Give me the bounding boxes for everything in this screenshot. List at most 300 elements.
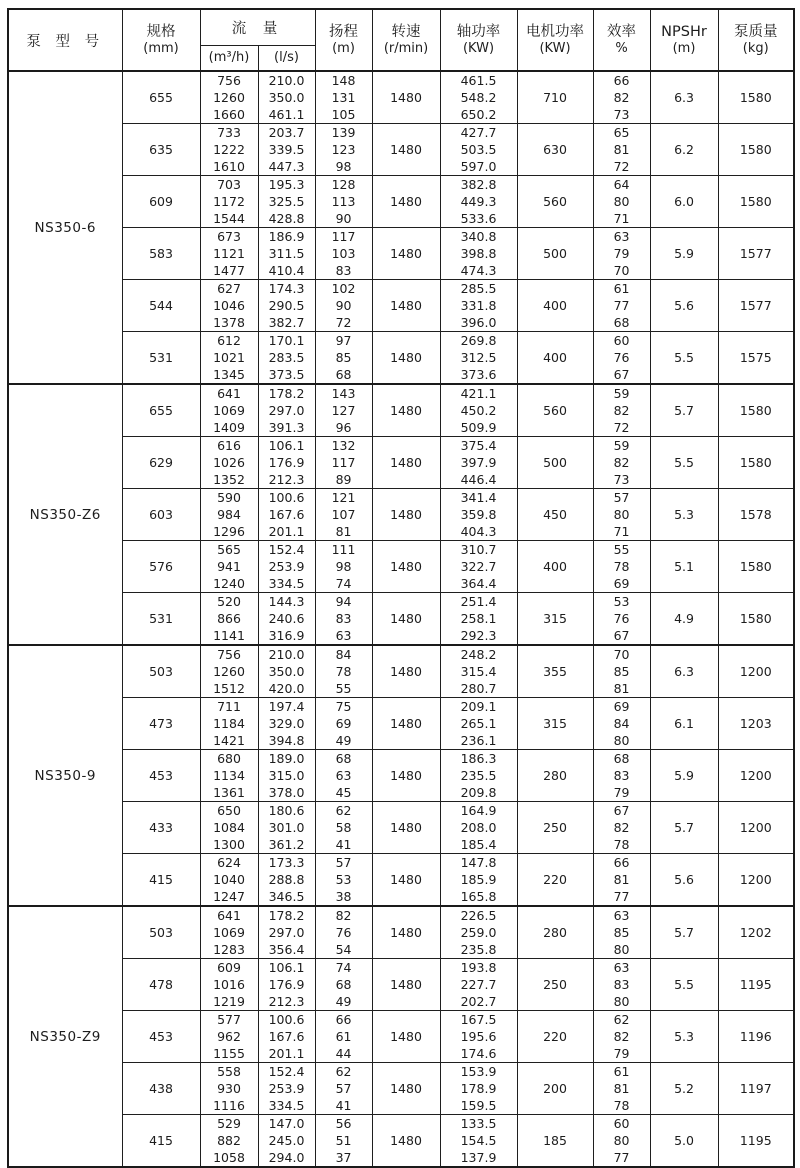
cell-flow-m3h-value: 1660 <box>213 107 245 122</box>
cell-flow-m3h-value: 558 <box>217 1064 241 1079</box>
cell-flow-m3h-value: 703 <box>217 177 241 192</box>
cell-efficiency <box>593 1063 650 1115</box>
cell-flow-ls <box>258 176 315 228</box>
cell-shaft-power-value: 248.2 <box>460 647 497 662</box>
cell-head-value: 83 <box>335 611 352 626</box>
cell-shaft-power-value: 331.8 <box>460 298 497 313</box>
cell-efficiency-value: 60 <box>613 1116 630 1131</box>
cell-shaft-power-value: 167.5 <box>460 1012 497 1027</box>
cell-flow-m3h-value: 1240 <box>213 576 245 591</box>
cell-flow-ls <box>258 802 315 854</box>
cell-flow-m3h-value: 1116 <box>213 1098 245 1113</box>
cell-flow-ls <box>258 1115 315 1168</box>
cell-spec: 503 <box>122 645 200 698</box>
cell-efficiency-value: 80 <box>613 194 630 209</box>
cell-shaft-power <box>440 1011 517 1063</box>
cell-shaft-power <box>440 437 517 489</box>
cell-shaft-power <box>440 750 517 802</box>
cell-efficiency-value: 60 <box>613 333 630 348</box>
cell-flow-ls-value: 294.0 <box>268 1150 305 1165</box>
cell-shaft-power-value: 548.2 <box>460 90 497 105</box>
cell-flow-ls <box>258 1063 315 1115</box>
cell-efficiency <box>593 906 650 959</box>
cell-head-value: 45 <box>335 785 352 800</box>
cell-head-value: 107 <box>331 507 356 522</box>
cell-shaft-power-value: 227.7 <box>460 977 497 992</box>
cell-shaft-power-value: 133.5 <box>460 1116 497 1131</box>
cell-flow-ls-value: 297.0 <box>268 403 305 418</box>
cell-shaft-power-value: 427.7 <box>460 125 497 140</box>
cell-efficiency-value: 82 <box>613 1029 630 1044</box>
cell-flow-m3h-value: 590 <box>217 490 241 505</box>
cell-flow-ls-value: 147.0 <box>268 1116 305 1131</box>
cell-shaft-power <box>440 906 517 959</box>
cell-flow-m3h-value: 1046 <box>213 298 245 313</box>
cell-efficiency-value: 71 <box>613 524 630 539</box>
cell-mass: 1200 <box>718 802 794 854</box>
cell-spec: 531 <box>122 593 200 646</box>
cell-motor-power: 560 <box>517 176 593 228</box>
table-row <box>8 332 794 385</box>
cell-npshr: 6.3 <box>650 71 718 124</box>
cell-flow-ls <box>258 489 315 541</box>
cell-flow-m3h-value: 627 <box>217 281 241 296</box>
cell-flow-ls-value: 373.5 <box>268 367 305 382</box>
cell-efficiency <box>593 332 650 385</box>
cell-shaft-power-value: 341.4 <box>460 490 497 505</box>
cell-flow-m3h <box>200 750 258 802</box>
cell-pump-model: NS350-Z6 <box>8 384 122 645</box>
cell-head-value: 63 <box>335 628 352 643</box>
cell-shaft-power-value: 147.8 <box>460 855 497 870</box>
col-header-eff-label: 效率 <box>607 24 637 40</box>
cell-motor-power: 630 <box>517 124 593 176</box>
cell-efficiency-value: 70 <box>613 263 630 278</box>
col-header-head <box>315 9 372 71</box>
cell-flow-m3h-value: 1184 <box>213 716 245 731</box>
cell-head-value: 76 <box>335 925 352 940</box>
cell-shaft-power-value: 373.6 <box>460 367 497 382</box>
cell-flow-ls <box>258 437 315 489</box>
cell-flow-m3h-value: 1172 <box>213 194 245 209</box>
col-header-mass <box>718 9 794 71</box>
cell-efficiency-value: 82 <box>613 403 630 418</box>
cell-npshr: 6.1 <box>650 698 718 750</box>
cell-efficiency-value: 79 <box>613 785 630 800</box>
cell-shaft-power-value: 159.5 <box>460 1098 497 1113</box>
cell-mass: 1580 <box>718 71 794 124</box>
cell-flow-m3h-value: 711 <box>217 699 241 714</box>
cell-efficiency-value: 53 <box>613 594 630 609</box>
cell-motor-power: 450 <box>517 489 593 541</box>
cell-shaft-power-value: 421.1 <box>460 386 497 401</box>
cell-flow-ls-value: 170.1 <box>268 333 305 348</box>
cell-flow-m3h-value: 1421 <box>213 733 245 748</box>
cell-spec: 503 <box>122 906 200 959</box>
cell-head <box>315 1063 372 1115</box>
cell-flow-m3h <box>200 593 258 646</box>
cell-head-value: 41 <box>335 837 352 852</box>
cell-efficiency <box>593 280 650 332</box>
cell-head-value: 54 <box>335 942 352 957</box>
cell-shaft-power-value: 235.8 <box>460 942 497 957</box>
cell-efficiency-value: 69 <box>613 576 630 591</box>
cell-npshr: 5.5 <box>650 959 718 1011</box>
cell-npshr: 5.3 <box>650 1011 718 1063</box>
cell-speed: 1480 <box>372 698 440 750</box>
cell-motor-power: 200 <box>517 1063 593 1115</box>
cell-shaft-power-value: 154.5 <box>460 1133 497 1148</box>
cell-efficiency-value: 63 <box>613 960 630 975</box>
cell-mass: 1580 <box>718 176 794 228</box>
table-row <box>8 280 794 332</box>
cell-flow-ls-value: 288.8 <box>268 872 305 887</box>
cell-head-value: 105 <box>331 107 356 122</box>
cell-flow-ls <box>258 750 315 802</box>
cell-flow-m3h-value: 1361 <box>213 785 245 800</box>
cell-head-value: 90 <box>335 211 352 226</box>
cell-shaft-power-value: 474.3 <box>460 263 497 278</box>
cell-flow-ls-value: 301.0 <box>268 820 305 835</box>
cell-head-value: 98 <box>335 159 352 174</box>
cell-shaft-power-value: 226.5 <box>460 908 497 923</box>
cell-head-value: 143 <box>331 386 356 401</box>
table-row <box>8 176 794 228</box>
cell-shaft-power <box>440 124 517 176</box>
cell-shaft-power <box>440 228 517 280</box>
cell-motor-power: 560 <box>517 384 593 437</box>
cell-flow-m3h-value: 1352 <box>213 472 245 487</box>
cell-shaft-power-value: 164.9 <box>460 803 497 818</box>
cell-speed: 1480 <box>372 228 440 280</box>
table-row <box>8 906 794 959</box>
cell-flow-m3h-value: 1134 <box>213 768 245 783</box>
cell-head-value: 78 <box>335 664 352 679</box>
table-row <box>8 854 794 907</box>
cell-spec: 531 <box>122 332 200 385</box>
cell-head <box>315 593 372 646</box>
cell-motor-power: 250 <box>517 959 593 1011</box>
cell-efficiency-value: 79 <box>613 246 630 261</box>
cell-head-value: 68 <box>335 977 352 992</box>
cell-shaft-power-value: 650.2 <box>460 107 497 122</box>
cell-flow-ls-value: 167.6 <box>268 507 305 522</box>
cell-head <box>315 437 372 489</box>
cell-head-value: 97 <box>335 333 352 348</box>
cell-flow-ls-value: 178.2 <box>268 908 305 923</box>
cell-mass: 1580 <box>718 593 794 646</box>
cell-efficiency-value: 76 <box>613 611 630 626</box>
cell-shaft-power-value: 449.3 <box>460 194 497 209</box>
cell-flow-ls <box>258 71 315 124</box>
cell-shaft-power-value: 185.4 <box>460 837 497 852</box>
cell-shaft-power-value: 209.8 <box>460 785 497 800</box>
cell-motor-power: 220 <box>517 1011 593 1063</box>
cell-flow-ls-value: 186.9 <box>268 229 305 244</box>
table-row <box>8 71 794 124</box>
cell-shaft-power-value: 359.8 <box>460 507 497 522</box>
table-row <box>8 698 794 750</box>
cell-npshr: 5.9 <box>650 750 718 802</box>
col-header-spec <box>122 9 200 71</box>
cell-flow-m3h <box>200 228 258 280</box>
cell-shaft-power-value: 280.7 <box>460 681 497 696</box>
cell-npshr: 5.6 <box>650 280 718 332</box>
cell-efficiency <box>593 228 650 280</box>
table-row <box>8 228 794 280</box>
cell-mass: 1580 <box>718 437 794 489</box>
cell-efficiency-value: 66 <box>613 73 630 88</box>
cell-head-value: 68 <box>335 367 352 382</box>
cell-npshr: 5.5 <box>650 332 718 385</box>
cell-efficiency-value: 61 <box>613 1064 630 1079</box>
cell-shaft-power-value: 312.5 <box>460 350 497 365</box>
cell-spec: 576 <box>122 541 200 593</box>
cell-efficiency-value: 65 <box>613 125 630 140</box>
cell-speed: 1480 <box>372 1011 440 1063</box>
cell-head <box>315 906 372 959</box>
col-header-npshr-unit: (m) <box>672 41 696 56</box>
cell-shaft-power-value: 259.0 <box>460 925 497 940</box>
cell-motor-power: 315 <box>517 593 593 646</box>
cell-speed: 1480 <box>372 384 440 437</box>
cell-flow-m3h-value: 1219 <box>213 994 245 1009</box>
cell-flow-m3h-value: 673 <box>217 229 241 244</box>
cell-head <box>315 1115 372 1168</box>
cell-flow-ls <box>258 228 315 280</box>
cell-head <box>315 280 372 332</box>
cell-pump-model: NS350-6 <box>8 71 122 384</box>
col-header-motor-unit: (KW) <box>539 41 571 56</box>
cell-flow-m3h-value: 1069 <box>213 925 245 940</box>
cell-motor-power: 280 <box>517 750 593 802</box>
cell-head <box>315 332 372 385</box>
cell-flow-m3h-value: 1026 <box>213 455 245 470</box>
cell-flow-m3h-value: 1260 <box>213 664 245 679</box>
cell-shaft-power-value: 533.6 <box>460 211 497 226</box>
cell-flow-ls-value: 176.9 <box>268 455 305 470</box>
cell-flow-m3h <box>200 854 258 907</box>
cell-npshr: 5.1 <box>650 541 718 593</box>
table-row <box>8 1011 794 1063</box>
cell-head <box>315 124 372 176</box>
cell-efficiency-value: 73 <box>613 107 630 122</box>
cell-head-value: 57 <box>335 1081 352 1096</box>
col-header-flow-m3h: (m³/h) <box>200 45 258 71</box>
cell-flow-m3h-value: 641 <box>217 908 241 923</box>
table-body <box>8 71 794 1167</box>
cell-flow-m3h-value: 612 <box>217 333 241 348</box>
cell-head-value: 53 <box>335 872 352 887</box>
cell-shaft-power-value: 208.0 <box>460 820 497 835</box>
cell-flow-m3h <box>200 1115 258 1168</box>
cell-head <box>315 750 372 802</box>
cell-flow-ls <box>258 541 315 593</box>
cell-efficiency <box>593 645 650 698</box>
cell-efficiency-value: 85 <box>613 664 630 679</box>
table-row <box>8 1063 794 1115</box>
cell-efficiency-value: 83 <box>613 977 630 992</box>
cell-efficiency <box>593 71 650 124</box>
cell-flow-m3h-value: 1283 <box>213 942 245 957</box>
cell-flow-m3h <box>200 124 258 176</box>
table-header <box>8 9 794 71</box>
cell-spec: 415 <box>122 854 200 907</box>
cell-head-value: 81 <box>335 524 352 539</box>
cell-flow-ls-value: 311.5 <box>268 246 305 261</box>
cell-efficiency-value: 79 <box>613 1046 630 1061</box>
cell-shaft-power <box>440 854 517 907</box>
cell-flow-ls <box>258 698 315 750</box>
cell-shaft-power <box>440 802 517 854</box>
cell-flow-ls <box>258 1011 315 1063</box>
cell-head <box>315 1011 372 1063</box>
cell-flow-ls-value: 356.4 <box>268 942 305 957</box>
cell-head <box>315 698 372 750</box>
cell-head-value: 89 <box>335 472 352 487</box>
cell-flow-m3h-value: 1512 <box>213 681 245 696</box>
cell-efficiency-value: 59 <box>613 438 630 453</box>
cell-flow-m3h-value: 1040 <box>213 872 245 887</box>
cell-shaft-power <box>440 280 517 332</box>
cell-mass: 1575 <box>718 332 794 385</box>
cell-npshr: 5.6 <box>650 854 718 907</box>
cell-flow-ls-value: 339.5 <box>268 142 305 157</box>
cell-shaft-power-value: 310.7 <box>460 542 497 557</box>
cell-shaft-power <box>440 541 517 593</box>
cell-shaft-power-value: 209.1 <box>460 699 497 714</box>
cell-mass: 1200 <box>718 645 794 698</box>
cell-efficiency-value: 67 <box>613 367 630 382</box>
cell-pump-model: NS350-Z9 <box>8 906 122 1167</box>
cell-flow-ls-value: 201.1 <box>268 1046 305 1061</box>
cell-head-value: 113 <box>331 194 356 209</box>
cell-speed: 1480 <box>372 906 440 959</box>
cell-head-value: 68 <box>335 751 352 766</box>
cell-efficiency <box>593 593 650 646</box>
cell-npshr: 6.0 <box>650 176 718 228</box>
pump-spec-table <box>7 8 795 1168</box>
cell-flow-m3h-value: 756 <box>217 647 241 662</box>
cell-motor-power: 280 <box>517 906 593 959</box>
cell-speed: 1480 <box>372 541 440 593</box>
cell-efficiency-value: 80 <box>613 942 630 957</box>
cell-efficiency <box>593 384 650 437</box>
cell-efficiency <box>593 489 650 541</box>
cell-head-value: 62 <box>335 1064 352 1079</box>
cell-flow-ls-value: 382.7 <box>268 315 305 330</box>
cell-efficiency-value: 73 <box>613 472 630 487</box>
cell-flow-m3h <box>200 802 258 854</box>
table-row <box>8 802 794 854</box>
cell-shaft-power-value: 364.4 <box>460 576 497 591</box>
col-header-head-label: 扬程 <box>329 24 359 40</box>
cell-flow-ls-value: 290.5 <box>268 298 305 313</box>
cell-shaft-power-value: 446.4 <box>460 472 497 487</box>
table-row <box>8 593 794 646</box>
cell-flow-m3h-value: 1477 <box>213 263 245 278</box>
cell-flow-ls-value: 197.4 <box>268 699 305 714</box>
cell-head-value: 63 <box>335 768 352 783</box>
cell-head-value: 139 <box>331 125 356 140</box>
cell-motor-power: 185 <box>517 1115 593 1168</box>
cell-efficiency-value: 67 <box>613 803 630 818</box>
cell-shaft-power-value: 178.9 <box>460 1081 497 1096</box>
cell-shaft-power-value: 292.3 <box>460 628 497 643</box>
col-header-flow: 流 量 <box>200 9 315 45</box>
cell-shaft-power <box>440 176 517 228</box>
cell-flow-ls-value: 195.3 <box>268 177 305 192</box>
cell-head-value: 148 <box>331 73 356 88</box>
cell-motor-power: 710 <box>517 71 593 124</box>
cell-head-value: 132 <box>331 438 356 453</box>
cell-shaft-power-value: 396.0 <box>460 315 497 330</box>
cell-speed: 1480 <box>372 750 440 802</box>
cell-head-value: 49 <box>335 994 352 1009</box>
cell-motor-power: 400 <box>517 541 593 593</box>
cell-motor-power: 500 <box>517 228 593 280</box>
cell-spec: 609 <box>122 176 200 228</box>
cell-flow-m3h-value: 866 <box>217 611 241 626</box>
cell-head-value: 51 <box>335 1133 352 1148</box>
cell-spec: 453 <box>122 1011 200 1063</box>
cell-speed: 1480 <box>372 1115 440 1168</box>
cell-efficiency <box>593 124 650 176</box>
col-header-motor-power <box>517 9 593 71</box>
cell-shaft-power-value: 315.4 <box>460 664 497 679</box>
cell-spec: 544 <box>122 280 200 332</box>
cell-flow-ls <box>258 959 315 1011</box>
cell-pump-model: NS350-9 <box>8 645 122 906</box>
cell-shaft-power-value: 251.4 <box>460 594 497 609</box>
cell-efficiency-value: 57 <box>613 490 630 505</box>
table-row <box>8 750 794 802</box>
cell-shaft-power-value: 265.1 <box>460 716 497 731</box>
cell-shaft-power-value: 195.6 <box>460 1029 497 1044</box>
cell-spec: 433 <box>122 802 200 854</box>
cell-efficiency-value: 82 <box>613 455 630 470</box>
cell-spec: 603 <box>122 489 200 541</box>
cell-mass: 1197 <box>718 1063 794 1115</box>
cell-flow-ls <box>258 906 315 959</box>
cell-shaft-power-value: 503.5 <box>460 142 497 157</box>
table-row <box>8 645 794 698</box>
cell-head-value: 75 <box>335 699 352 714</box>
cell-flow-ls-value: 189.0 <box>268 751 305 766</box>
cell-flow-ls-value: 100.6 <box>268 490 305 505</box>
cell-efficiency <box>593 854 650 907</box>
cell-head-value: 57 <box>335 855 352 870</box>
cell-head-value: 44 <box>335 1046 352 1061</box>
cell-motor-power: 500 <box>517 437 593 489</box>
cell-motor-power: 400 <box>517 280 593 332</box>
col-header-npshr <box>650 9 718 71</box>
cell-mass: 1196 <box>718 1011 794 1063</box>
cell-efficiency <box>593 698 650 750</box>
cell-shaft-power-value: 185.9 <box>460 872 497 887</box>
cell-efficiency-value: 61 <box>613 281 630 296</box>
cell-efficiency-value: 80 <box>613 507 630 522</box>
cell-flow-m3h <box>200 71 258 124</box>
cell-mass: 1578 <box>718 489 794 541</box>
cell-flow-ls <box>258 854 315 907</box>
cell-flow-m3h <box>200 645 258 698</box>
cell-flow-ls-value: 245.0 <box>268 1133 305 1148</box>
cell-efficiency-value: 80 <box>613 994 630 1009</box>
cell-flow-ls-value: 420.0 <box>268 681 305 696</box>
cell-mass: 1580 <box>718 124 794 176</box>
cell-efficiency-value: 63 <box>613 229 630 244</box>
